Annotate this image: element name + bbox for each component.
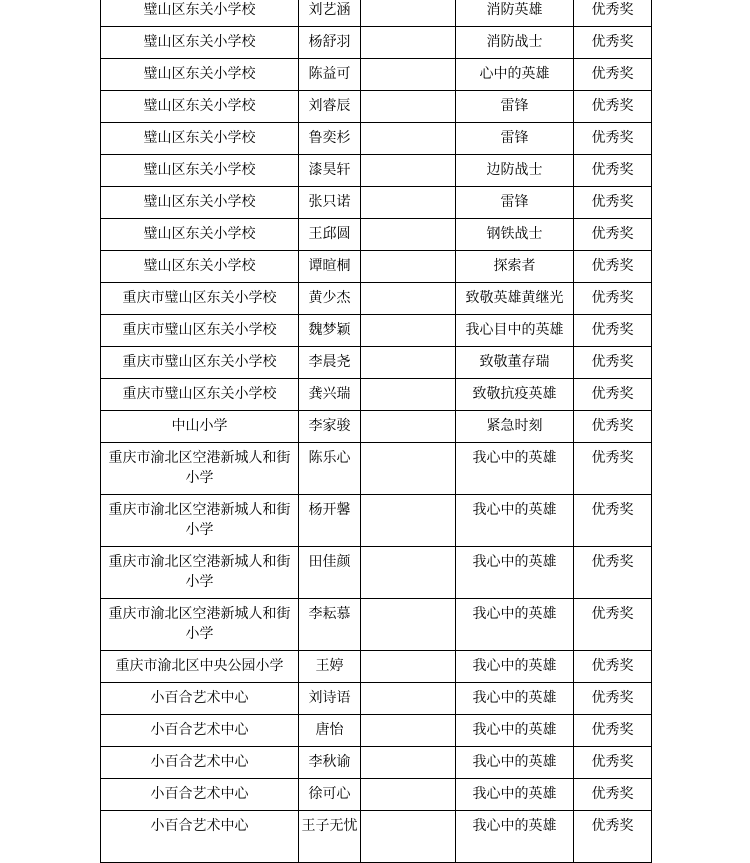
student-name-cell: 魏梦颖 bbox=[299, 315, 361, 347]
work-title-cell: 致敬抗疫英雄 bbox=[456, 379, 574, 411]
table-row bbox=[101, 715, 652, 747]
student-name-cell: 王婷 bbox=[299, 651, 361, 683]
table-row bbox=[101, 251, 652, 283]
table-row bbox=[101, 411, 652, 443]
school-cell: 重庆市璧山区东关小学校 bbox=[101, 379, 299, 411]
work-title-cell: 致敬英雄黄继光 bbox=[456, 283, 574, 315]
empty-cell bbox=[361, 379, 456, 411]
award-cell: 优秀奖 bbox=[574, 495, 652, 547]
school-cell: 璧山区东关小学校 bbox=[101, 91, 299, 123]
student-name-cell: 刘艺涵 bbox=[299, 0, 361, 27]
award-cell: 优秀奖 bbox=[574, 683, 652, 715]
work-title-cell: 雷锋 bbox=[456, 91, 574, 123]
student-name-cell: 杨开馨 bbox=[299, 495, 361, 547]
work-title-cell: 我心中的英雄 bbox=[456, 547, 574, 599]
school-cell: 重庆市璧山区东关小学校 bbox=[101, 315, 299, 347]
table-row bbox=[101, 379, 652, 411]
table-row bbox=[101, 547, 652, 599]
school-cell: 重庆市璧山区东关小学校 bbox=[101, 283, 299, 315]
work-title-cell: 心中的英雄 bbox=[456, 59, 574, 91]
empty-cell bbox=[361, 811, 456, 863]
student-name-cell: 李家骏 bbox=[299, 411, 361, 443]
school-cell: 璧山区东关小学校 bbox=[101, 251, 299, 283]
empty-cell bbox=[361, 59, 456, 91]
school-cell: 璧山区东关小学校 bbox=[101, 155, 299, 187]
table-row bbox=[101, 347, 652, 379]
empty-cell bbox=[361, 315, 456, 347]
work-title-cell: 我心中的英雄 bbox=[456, 651, 574, 683]
school-cell: 璧山区东关小学校 bbox=[101, 219, 299, 251]
empty-cell bbox=[361, 411, 456, 443]
school-cell: 中山小学 bbox=[101, 411, 299, 443]
empty-cell bbox=[361, 443, 456, 495]
empty-cell bbox=[361, 547, 456, 599]
award-cell: 优秀奖 bbox=[574, 599, 652, 651]
work-title-cell: 雷锋 bbox=[456, 123, 574, 155]
empty-cell bbox=[361, 91, 456, 123]
empty-cell bbox=[361, 683, 456, 715]
award-cell: 优秀奖 bbox=[574, 283, 652, 315]
work-title-cell: 我心中的英雄 bbox=[456, 811, 574, 863]
student-name-cell: 刘睿辰 bbox=[299, 91, 361, 123]
student-name-cell: 龚兴瑞 bbox=[299, 379, 361, 411]
work-title-cell: 雷锋 bbox=[456, 187, 574, 219]
empty-cell bbox=[361, 747, 456, 779]
student-name-cell: 唐怡 bbox=[299, 715, 361, 747]
student-name-cell: 徐可心 bbox=[299, 779, 361, 811]
work-title-cell: 致敬董存瑞 bbox=[456, 347, 574, 379]
school-cell: 璧山区东关小学校 bbox=[101, 59, 299, 91]
award-table-body bbox=[101, 0, 652, 863]
student-name-cell: 鲁奕杉 bbox=[299, 123, 361, 155]
table-row bbox=[101, 747, 652, 779]
work-title-cell: 我心目中的英雄 bbox=[456, 315, 574, 347]
award-cell: 优秀奖 bbox=[574, 315, 652, 347]
school-cell: 璧山区东关小学校 bbox=[101, 27, 299, 59]
award-cell: 优秀奖 bbox=[574, 187, 652, 219]
award-cell: 优秀奖 bbox=[574, 123, 652, 155]
student-name-cell: 李晨尧 bbox=[299, 347, 361, 379]
table-row bbox=[101, 495, 652, 547]
school-cell: 重庆市璧山区东关小学校 bbox=[101, 347, 299, 379]
award-cell: 优秀奖 bbox=[574, 411, 652, 443]
empty-cell bbox=[361, 779, 456, 811]
award-cell: 优秀奖 bbox=[574, 219, 652, 251]
student-name-cell: 张只诺 bbox=[299, 187, 361, 219]
student-name-cell: 漆昊轩 bbox=[299, 155, 361, 187]
award-cell: 优秀奖 bbox=[574, 779, 652, 811]
school-cell: 小百合艺术中心 bbox=[101, 683, 299, 715]
empty-cell bbox=[361, 219, 456, 251]
empty-cell bbox=[361, 283, 456, 315]
school-cell: 重庆市渝北区中央公园小学 bbox=[101, 651, 299, 683]
empty-cell bbox=[361, 187, 456, 219]
award-cell: 优秀奖 bbox=[574, 811, 652, 863]
table-row bbox=[101, 187, 652, 219]
empty-cell bbox=[361, 0, 456, 27]
student-name-cell: 杨舒羽 bbox=[299, 27, 361, 59]
work-title-cell: 消防战士 bbox=[456, 27, 574, 59]
school-cell: 璧山区东关小学校 bbox=[101, 0, 299, 27]
empty-cell bbox=[361, 599, 456, 651]
empty-cell bbox=[361, 123, 456, 155]
empty-cell bbox=[361, 347, 456, 379]
work-title-cell: 我心中的英雄 bbox=[456, 779, 574, 811]
award-cell: 优秀奖 bbox=[574, 27, 652, 59]
table-row bbox=[101, 651, 652, 683]
table-row bbox=[101, 27, 652, 59]
table-row bbox=[101, 0, 652, 27]
student-name-cell: 王邱圆 bbox=[299, 219, 361, 251]
table-row bbox=[101, 219, 652, 251]
table-row bbox=[101, 283, 652, 315]
work-title-cell: 我心中的英雄 bbox=[456, 747, 574, 779]
award-cell: 优秀奖 bbox=[574, 547, 652, 599]
table-row bbox=[101, 155, 652, 187]
award-cell: 优秀奖 bbox=[574, 715, 652, 747]
work-title-cell: 我心中的英雄 bbox=[456, 495, 574, 547]
award-cell: 优秀奖 bbox=[574, 651, 652, 683]
award-cell: 优秀奖 bbox=[574, 443, 652, 495]
work-title-cell: 探索者 bbox=[456, 251, 574, 283]
work-title-cell: 紧急时刻 bbox=[456, 411, 574, 443]
school-cell: 小百合艺术中心 bbox=[101, 779, 299, 811]
work-title-cell: 我心中的英雄 bbox=[456, 715, 574, 747]
empty-cell bbox=[361, 715, 456, 747]
award-list-page bbox=[100, 0, 651, 863]
student-name-cell: 田佳颜 bbox=[299, 547, 361, 599]
school-cell: 小百合艺术中心 bbox=[101, 811, 299, 863]
school-cell: 重庆市渝北区空港新城人和街小学 bbox=[101, 443, 299, 495]
empty-cell bbox=[361, 27, 456, 59]
student-name-cell: 谭暄桐 bbox=[299, 251, 361, 283]
award-cell: 优秀奖 bbox=[574, 155, 652, 187]
table-row bbox=[101, 779, 652, 811]
award-cell: 优秀奖 bbox=[574, 347, 652, 379]
student-name-cell: 陈益可 bbox=[299, 59, 361, 91]
award-cell: 优秀奖 bbox=[574, 251, 652, 283]
empty-cell bbox=[361, 651, 456, 683]
empty-cell bbox=[361, 155, 456, 187]
work-title-cell: 我心中的英雄 bbox=[456, 599, 574, 651]
award-cell: 优秀奖 bbox=[574, 59, 652, 91]
table-row bbox=[101, 683, 652, 715]
student-name-cell: 陈乐心 bbox=[299, 443, 361, 495]
school-cell: 小百合艺术中心 bbox=[101, 747, 299, 779]
table-row bbox=[101, 811, 652, 863]
work-title-cell: 我心中的英雄 bbox=[456, 683, 574, 715]
school-cell: 小百合艺术中心 bbox=[101, 715, 299, 747]
school-cell: 璧山区东关小学校 bbox=[101, 123, 299, 155]
table-row bbox=[101, 91, 652, 123]
table-row bbox=[101, 599, 652, 651]
work-title-cell: 钢铁战士 bbox=[456, 219, 574, 251]
student-name-cell: 刘诗语 bbox=[299, 683, 361, 715]
work-title-cell: 我心中的英雄 bbox=[456, 443, 574, 495]
table-row bbox=[101, 315, 652, 347]
award-cell: 优秀奖 bbox=[574, 379, 652, 411]
student-name-cell: 李秋谕 bbox=[299, 747, 361, 779]
empty-cell bbox=[361, 251, 456, 283]
empty-cell bbox=[361, 495, 456, 547]
student-name-cell: 王子无忧 bbox=[299, 811, 361, 863]
table-row bbox=[101, 443, 652, 495]
table-row bbox=[101, 123, 652, 155]
award-table bbox=[100, 0, 652, 863]
student-name-cell: 李耘慕 bbox=[299, 599, 361, 651]
award-cell: 优秀奖 bbox=[574, 91, 652, 123]
school-cell: 重庆市渝北区空港新城人和街小学 bbox=[101, 547, 299, 599]
school-cell: 重庆市渝北区空港新城人和街小学 bbox=[101, 599, 299, 651]
award-cell: 优秀奖 bbox=[574, 747, 652, 779]
table-row bbox=[101, 59, 652, 91]
student-name-cell: 黄少杰 bbox=[299, 283, 361, 315]
school-cell: 重庆市渝北区空港新城人和街小学 bbox=[101, 495, 299, 547]
work-title-cell: 消防英雄 bbox=[456, 0, 574, 27]
work-title-cell: 边防战士 bbox=[456, 155, 574, 187]
award-cell: 优秀奖 bbox=[574, 0, 652, 27]
school-cell: 璧山区东关小学校 bbox=[101, 187, 299, 219]
